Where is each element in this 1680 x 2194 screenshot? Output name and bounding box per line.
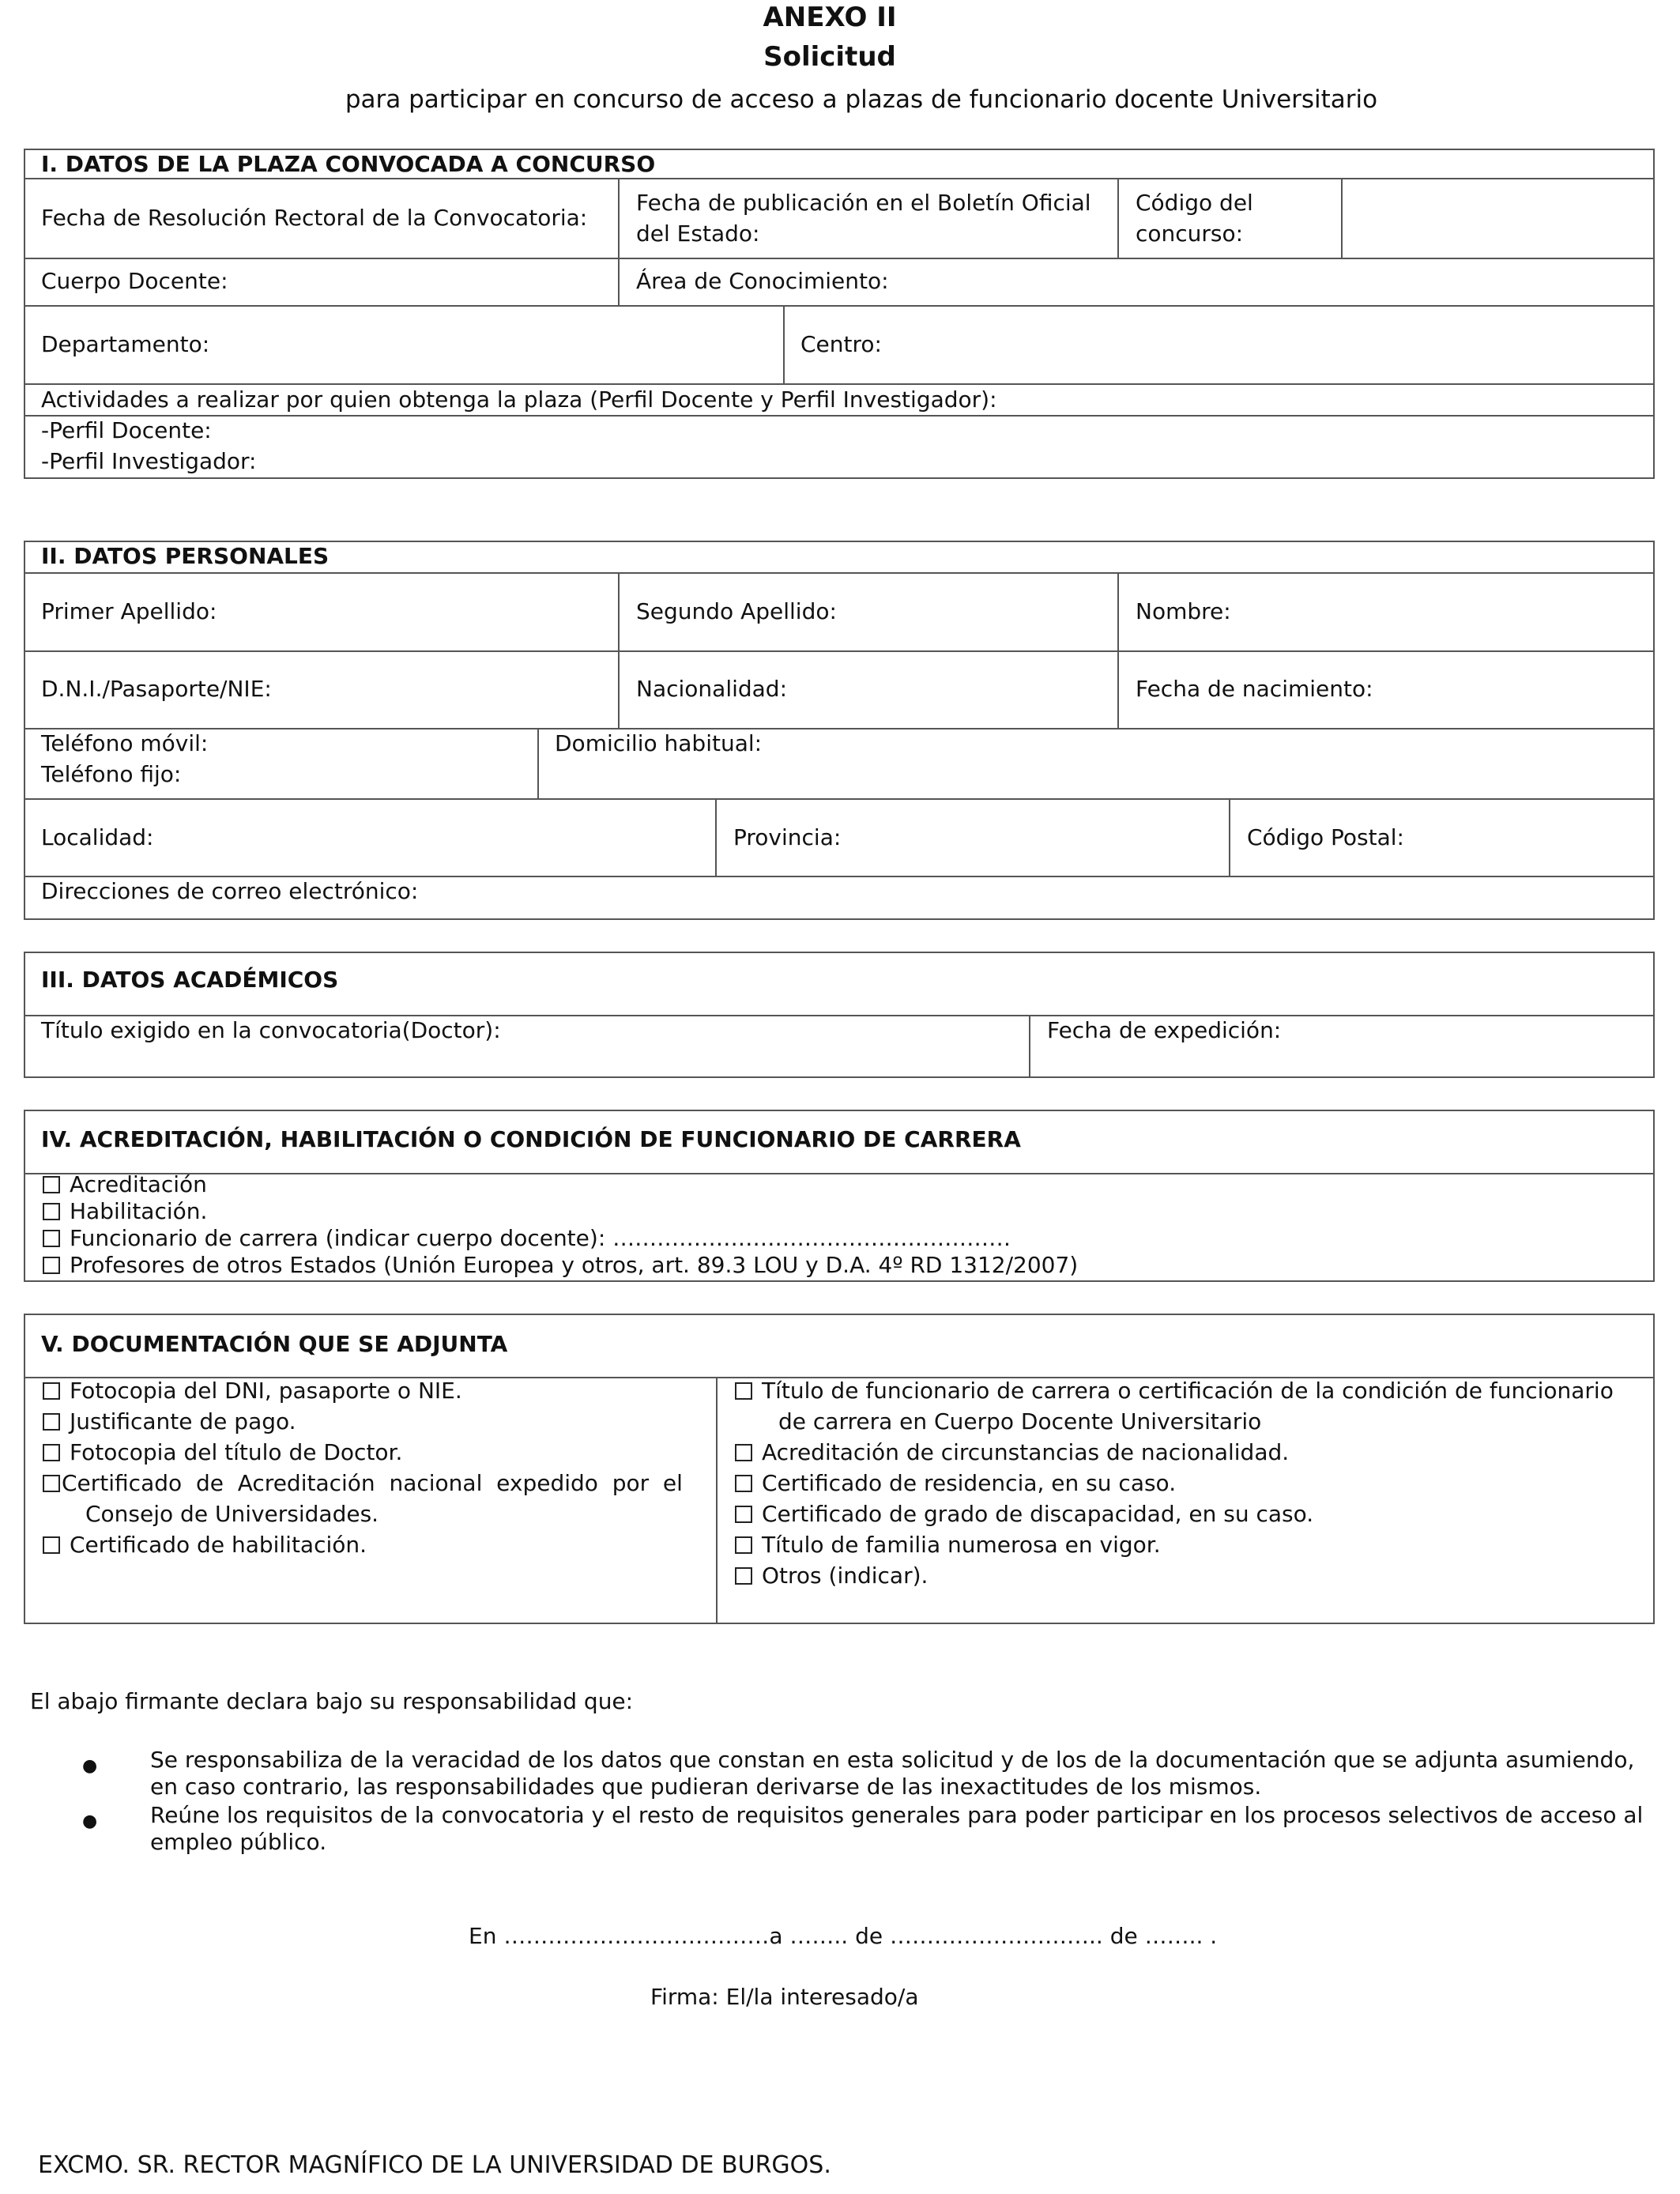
centro-label: Centro: [800, 331, 882, 357]
checkbox-icon[interactable] [43, 1536, 60, 1554]
perfil-docente-label: -Perfil Docente: [41, 417, 212, 443]
bullet-icon: ● [82, 1756, 98, 1776]
correo-label: Direcciones de correo electrónico: [41, 878, 419, 904]
declaration-item-1: Se responsabiliza de la veracidad de los datos que constan en esta solicitud y de los de la documentación que se adjunta asumiendo, [150, 1747, 1635, 1773]
option-otros-estados[interactable]: Profesores de otros Estados (Unión Europea y otros, art. 89.3 LOU y D.A. 4º RD 1312/2007) [43, 1251, 1078, 1279]
signature-label: Firma: El/la interesado/a [650, 1984, 919, 2010]
section-personales [24, 541, 1655, 920]
bullet-icon: ● [82, 1811, 98, 1831]
primer-apellido-label: Primer Apellido: [41, 598, 217, 624]
option-funcionario-carrera[interactable]: Funcionario de carrera (indicar cuerpo docente): ……………………………………………… [43, 1224, 1011, 1252]
nacionalidad-label: Nacionalidad: [636, 676, 788, 702]
codigo-concurso-label: Código del [1136, 190, 1253, 216]
checkbox-icon[interactable] [43, 1176, 60, 1193]
doc-dni[interactable]: Fotocopia del DNI, pasaporte o NIE. [43, 1375, 462, 1406]
fecha-nacimiento-label: Fecha de nacimiento: [1136, 676, 1373, 702]
checkbox-icon[interactable] [43, 1475, 60, 1492]
date-place-line: En ………………………………a …….. de ……………………….. de …….. . [469, 1923, 1218, 1949]
doc-certificado-habilitacion[interactable]: Certificado de habilitación. [43, 1529, 367, 1560]
doc-certificado-acreditacion[interactable]: Certificado de Acreditación nacional expedido por el [43, 1468, 683, 1498]
checkbox-icon[interactable] [735, 1382, 752, 1400]
section-personales-title: II. DATOS PERSONALES [41, 543, 330, 569]
checkbox-icon[interactable] [735, 1536, 752, 1554]
option-habilitacion[interactable]: Habilitación. [43, 1197, 207, 1225]
telefono-movil-label: Teléfono móvil: [41, 730, 209, 756]
doc-titulo-funcionario[interactable]: Título de funcionario de carrera o certificación de la condición de funcionario [735, 1375, 1614, 1406]
checkbox-icon[interactable] [43, 1413, 60, 1431]
section-plaza-title: I. DATOS DE LA PLAZA CONVOCADA A CONCURSO [41, 151, 656, 177]
checkbox-icon[interactable] [43, 1230, 60, 1247]
declaration-item-2: Reúne los requisitos de la convocatoria y el resto de requisitos generales para poder participar en los procesos selectivos de acceso al [150, 1802, 1644, 1828]
recipient-line: EXCMO. SR. RECTOR MAGNÍFICO DE LA UNIVERSIDAD DE BURGOS. [38, 2151, 831, 2179]
declaration-item-2-cont: empleo público. [150, 1829, 327, 1855]
localidad-label: Localidad: [41, 824, 154, 850]
checkbox-icon[interactable] [43, 1203, 60, 1220]
doc-familia-numerosa[interactable]: Título de familia numerosa en vigor. [735, 1529, 1161, 1560]
provincia-label: Provincia: [733, 824, 842, 850]
form-title: Solicitud [763, 41, 896, 73]
section-documentacion-title: V. DOCUMENTACIÓN QUE SE ADJUNTA [41, 1331, 508, 1357]
fecha-expedicion-label: Fecha de expedición: [1047, 1017, 1282, 1043]
area-conocimiento-label: Área de Conocimiento: [636, 268, 889, 294]
checkbox-icon[interactable] [43, 1444, 60, 1461]
checkbox-icon[interactable] [43, 1382, 60, 1400]
section-academicos-title: III. DATOS ACADÉMICOS [41, 967, 339, 993]
declaration-intro: El abajo firmante declara bajo su responsabilidad que: [30, 1688, 634, 1714]
doc-certificado-acreditacion-2: Consejo de Universidades. [85, 1501, 379, 1527]
codigo-postal-label: Código Postal: [1247, 824, 1404, 850]
declaration-item-1-cont: en caso contrario, las responsabilidades que pudieran derivarse de las inexactitudes de los mismos. [150, 1774, 1262, 1800]
checkbox-icon[interactable] [735, 1444, 752, 1461]
fecha-publicacion-label: Fecha de publicación en el Boletín Oficial [636, 190, 1091, 216]
fecha-resolucion-label: Fecha de Resolución Rectoral de la Convocatoria: [41, 205, 588, 231]
checkbox-icon[interactable] [735, 1475, 752, 1492]
section-acreditacion-title: IV. ACREDITACIÓN, HABILITACIÓN O CONDICIÓN DE FUNCIONARIO DE CARRERA [41, 1126, 1021, 1152]
doc-titulo-doctor[interactable]: Fotocopia del título de Doctor. [43, 1437, 402, 1468]
form-subtitle: para participar en concurso de acceso a plazas de funcionario docente Universitario [345, 85, 1378, 114]
telefono-fijo-label: Teléfono fijo: [41, 761, 182, 787]
nombre-label: Nombre: [1136, 598, 1231, 624]
option-acreditacion[interactable]: Acreditación [43, 1171, 207, 1198]
doc-titulo-funcionario-2: de carrera en Cuerpo Docente Universitario [778, 1408, 1262, 1434]
doc-nacionalidad[interactable]: Acreditación de circunstancias de nacionalidad. [735, 1437, 1289, 1468]
cuerpo-docente-label: Cuerpo Docente: [41, 268, 228, 294]
doc-residencia[interactable]: Certificado de residencia, en su caso. [735, 1468, 1176, 1498]
domicilio-label: Domicilio habitual: [555, 730, 763, 756]
checkbox-icon[interactable] [735, 1506, 752, 1523]
dni-label: D.N.I./Pasaporte/NIE: [41, 676, 272, 702]
checkbox-icon[interactable] [43, 1257, 60, 1274]
perfil-investigador-label: -Perfil Investigador: [41, 448, 257, 474]
doc-otros[interactable]: Otros (indicar). [735, 1560, 928, 1591]
titulo-exigido-label: Título exigido en la convocatoria(Doctor): [41, 1017, 501, 1043]
codigo-concurso-label-2: concurso: [1136, 221, 1244, 247]
doc-justificante-pago[interactable]: Justificante de pago. [43, 1406, 296, 1437]
annex-title: ANEXO II [763, 2, 897, 33]
doc-discapacidad[interactable]: Certificado de grado de discapacidad, en su caso. [735, 1498, 1313, 1529]
actividades-label: Actividades a realizar por quien obtenga la plaza (Perfil Docente y Perfil Investigador): [41, 386, 997, 413]
departamento-label: Departamento: [41, 331, 210, 357]
checkbox-icon[interactable] [735, 1567, 752, 1585]
segundo-apellido-label: Segundo Apellido: [636, 598, 837, 624]
fecha-publicacion-label-2: del Estado: [636, 221, 760, 247]
